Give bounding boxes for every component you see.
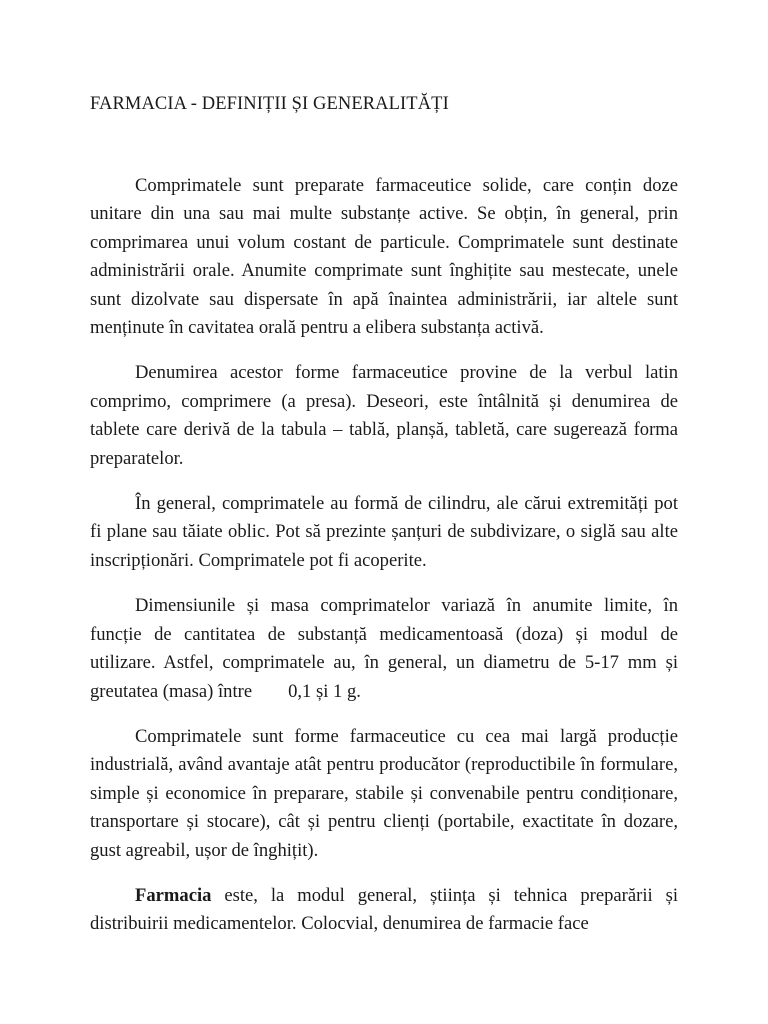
document-title: FARMACIA - DEFINIȚII ȘI GENERALITĂȚI	[90, 94, 449, 114]
paragraph-farmacia-text: este, la modul general, știința și tehnica preparării și distribuirii medicamentelor. Colocvial, denumirea de farmacie face	[90, 884, 678, 935]
document-body	[90, 172, 678, 939]
bold-term-farmacia: Farmacia	[135, 884, 212, 906]
paragraph-dimensions-text: Dimensiunile și masa comprimatelor variază în anumite limite, în funcție de cantitatea de substanță medicamentoasă (doza) și modul de utilizare. Astfel, comprimatele au, în general, un diametru de 5-17 mm și greutatea (masa) între	[90, 595, 678, 702]
paragraph-shape: În general, comprimatele au formă de cilindru, ale cărui extremități pot fi plane sau tăiate oblic. Pot să prezinte șanțuri de subdivizare, o siglă sau alte inscripționări. Comprimatele pot fi acoperite.	[90, 493, 678, 571]
paragraph-dimensions-range: 0,1 și 1 g.	[288, 680, 361, 702]
paragraph-advantages: Comprimatele sunt forme farmaceutice cu cea mai largă producție industrială, având avantaje atât pentru producător (reproductibile în formulare, simple și economice în preparare, stabile și convenabile pentru condiționare, transportare și stocare), cât și pentru clienți (portabile, exactitate în dozare, gust agreabil, ușor de înghițit).	[90, 725, 678, 861]
paragraph-etymology: Denumirea acestor forme farmaceutice provine de la verbul latin comprimo, comprimere (a presa). Deseori, este întâlnită și denumirea de tablete care derivă de la tabula – tablă, planșă, tabletă, care sugerează forma preparatelor.	[90, 362, 678, 469]
paragraph-comprimate-definition: Comprimatele sunt preparate farmaceutice solide, care conțin doze unitare din una sau mai multe substanțe active. Se obțin, în general, prin comprimarea unui volum costant de particule. Comprimatele sunt destinate administrării orale. Anumite comprimate sunt înghițite sau mestecate, unele sunt dizolvate sau dispersate în apă înaintea administrării, iar altele sunt menținute în cavitatea orală pentru a elibera substanța activă.	[90, 175, 678, 339]
paragraph-dimensions	[90, 592, 678, 706]
paragraph-farmacia	[90, 882, 678, 939]
